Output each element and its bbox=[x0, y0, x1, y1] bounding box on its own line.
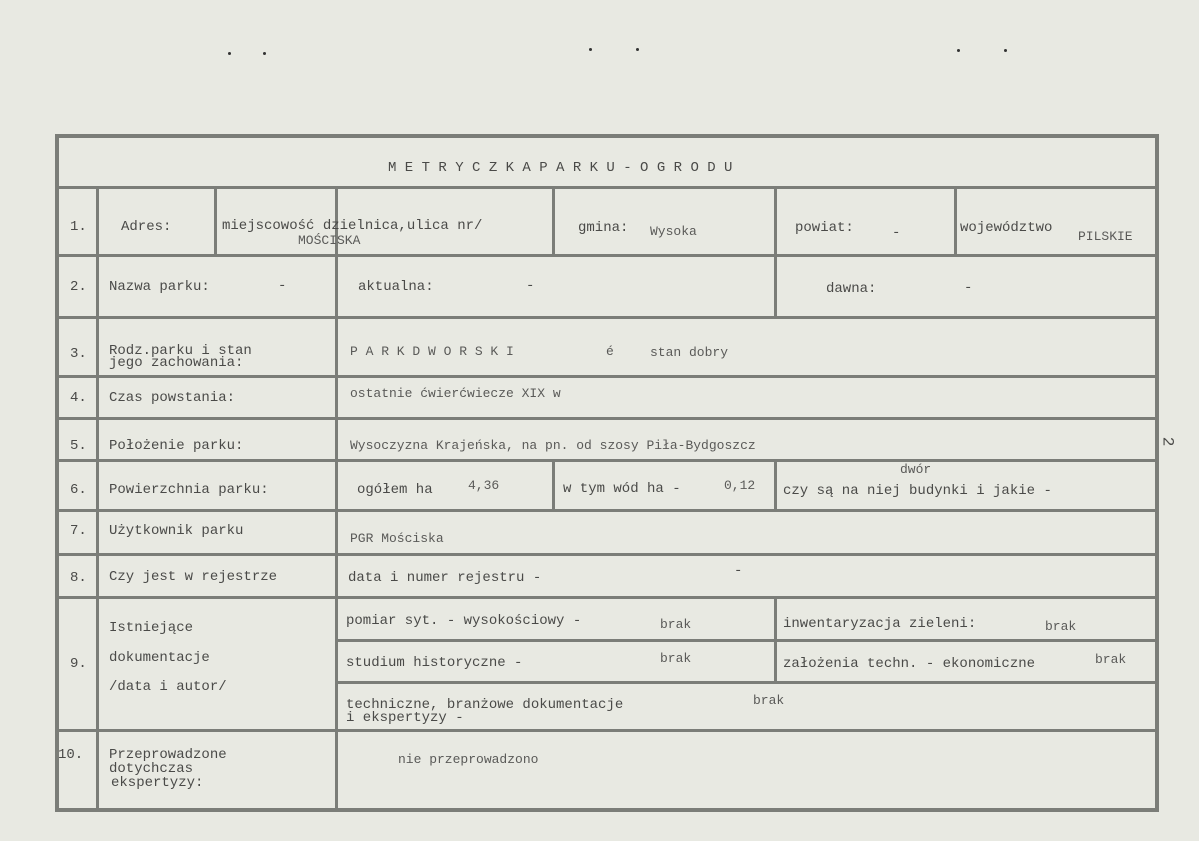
address-label: Adres: bbox=[121, 219, 172, 235]
row-number: 9. bbox=[70, 656, 87, 672]
register-number-label: data i numer rejestru - bbox=[348, 570, 542, 586]
row-number: 10. bbox=[58, 747, 84, 763]
expertise-label-3: ekspertyzy: bbox=[111, 775, 204, 791]
park-type-label-1: Rodz.parku i stan bbox=[109, 343, 252, 359]
buildings-label: czy są na niej budynki i jakie - bbox=[783, 483, 1052, 499]
register-number-value: - bbox=[734, 563, 743, 579]
rule bbox=[96, 186, 99, 810]
row-number: 5. bbox=[70, 438, 87, 454]
history-label: studium historyczne - bbox=[346, 655, 523, 671]
rule bbox=[335, 186, 338, 810]
rule bbox=[55, 316, 1159, 319]
greenery-label: inwentaryzacja zieleni: bbox=[783, 616, 977, 632]
correction-mark: é bbox=[606, 344, 614, 359]
rule bbox=[552, 186, 555, 256]
rule bbox=[55, 808, 1159, 812]
form-title: M E T R Y C Z K A P A R K U - O G R O D U bbox=[388, 160, 733, 176]
location-label: Położenie parku: bbox=[109, 438, 244, 454]
rule bbox=[55, 729, 1159, 732]
locality-label: miejscowość dzielnica,ulica nr/ bbox=[222, 218, 483, 234]
rule bbox=[552, 459, 555, 511]
park-type-value: P A R K D W O R S K I bbox=[350, 344, 514, 359]
park-name-label: Nazwa parku: bbox=[109, 279, 210, 295]
current-name-value: - bbox=[526, 278, 535, 294]
row-number: 4. bbox=[70, 390, 87, 406]
total-area-value: 4,36 bbox=[468, 478, 500, 493]
buildings-value: dwór bbox=[900, 462, 932, 477]
voivodeship-value: PILSKIE bbox=[1078, 229, 1133, 244]
margin-note: 2 bbox=[1158, 436, 1177, 447]
expertise-value: nie przeprowadzono bbox=[398, 752, 539, 767]
park-name-value: - bbox=[278, 278, 287, 294]
tech-econ-label: założenia techn. - ekonomiczne bbox=[783, 656, 1036, 672]
docs-label-3: /data i autor/ bbox=[109, 679, 227, 695]
rule bbox=[55, 254, 1159, 257]
creation-time-value: ostatnie ćwierćwiecze XIX w bbox=[350, 386, 561, 401]
hole-mark bbox=[636, 48, 639, 51]
register-label: Czy jest w rejestrze bbox=[109, 569, 278, 585]
rule bbox=[214, 186, 217, 256]
park-state-value: stan dobry bbox=[650, 345, 729, 360]
hole-mark bbox=[589, 48, 592, 51]
rule bbox=[774, 186, 777, 318]
gmina-value: Wysoka bbox=[650, 224, 697, 239]
branch-docs-label-1: techniczne, branżowe dokumentacje bbox=[346, 697, 624, 713]
water-area-value: 0,12 bbox=[724, 478, 756, 493]
creation-time-label: Czas powstania: bbox=[109, 390, 236, 406]
hole-mark bbox=[263, 52, 266, 55]
expertise-label-2: dotychczas bbox=[109, 761, 194, 777]
row-number: 7. bbox=[70, 523, 87, 539]
rule bbox=[55, 553, 1159, 556]
docs-label-2: dokumentacje bbox=[109, 650, 210, 666]
branch-docs-value: brak bbox=[753, 693, 785, 708]
survey-label: pomiar syt. - wysokościowy - bbox=[346, 613, 582, 629]
hole-mark bbox=[1004, 49, 1007, 52]
hole-mark bbox=[957, 49, 960, 52]
current-name-label: aktualna: bbox=[358, 279, 434, 295]
survey-value: brak bbox=[660, 617, 692, 632]
rule bbox=[336, 639, 1159, 642]
row-number: 1. bbox=[70, 219, 87, 235]
rule bbox=[55, 596, 1159, 599]
total-area-label: ogółem ha bbox=[357, 482, 433, 498]
area-label: Powierzchnia parku: bbox=[109, 482, 269, 498]
history-value: brak bbox=[660, 651, 692, 666]
rule bbox=[55, 134, 1159, 138]
voivodeship-label: województwo bbox=[960, 220, 1053, 236]
former-name-label: dawna: bbox=[826, 281, 877, 297]
user-label: Użytkownik parku bbox=[109, 523, 244, 539]
rule bbox=[1155, 134, 1159, 812]
powiat-value: - bbox=[892, 225, 901, 241]
row-number: 6. bbox=[70, 482, 87, 498]
hole-mark bbox=[228, 52, 231, 55]
rule bbox=[55, 417, 1159, 420]
powiat-label: powiat: bbox=[795, 220, 854, 236]
tech-econ-value: brak bbox=[1095, 652, 1127, 667]
former-name-value: - bbox=[964, 280, 973, 296]
rule bbox=[55, 509, 1159, 512]
rule bbox=[55, 375, 1159, 378]
row-number: 3. bbox=[70, 346, 87, 362]
expertise-label-1: Przeprowadzone bbox=[109, 747, 227, 763]
rule bbox=[336, 681, 1159, 684]
rule bbox=[55, 459, 1159, 462]
location-value: Wysoczyzna Krajeńska, na pn. od szosy Piła-Bydgoszcz bbox=[350, 438, 756, 453]
rule bbox=[55, 186, 1159, 189]
park-type-label-2: jego zachowania: bbox=[109, 355, 244, 371]
user-value: PGR Mościska bbox=[350, 531, 444, 546]
branch-docs-label-2: i ekspertyzy - bbox=[346, 710, 464, 726]
row-number: 2. bbox=[70, 279, 87, 295]
row-number: 8. bbox=[70, 570, 87, 586]
water-area-label: w tym wód ha - bbox=[563, 481, 681, 497]
rule bbox=[774, 596, 777, 683]
rule bbox=[774, 459, 777, 511]
docs-label-1: Istniejące bbox=[109, 620, 194, 636]
locality-value: MOŚCISKA bbox=[298, 233, 361, 248]
gmina-label: gmina: bbox=[578, 220, 629, 236]
greenery-value: brak bbox=[1045, 619, 1077, 634]
rule bbox=[954, 186, 957, 256]
rule bbox=[55, 134, 59, 812]
